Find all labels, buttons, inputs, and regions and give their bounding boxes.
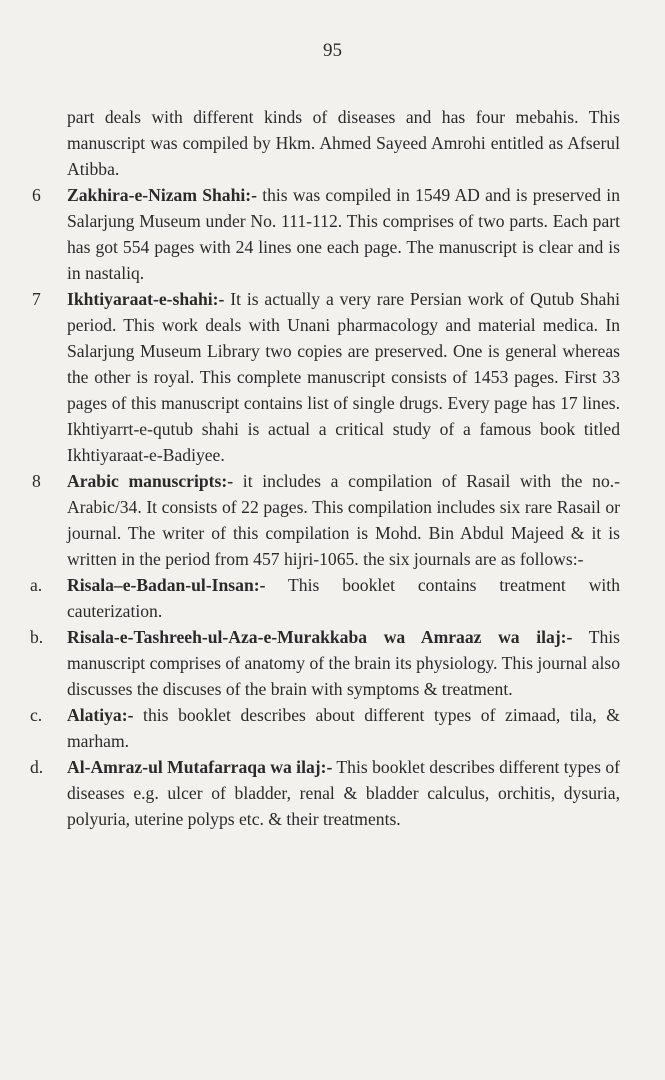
entry-title: Risala–e-Badan-ul-Insan:- [67, 575, 266, 595]
entry-marker: c. [30, 705, 43, 725]
entry-marker: 6 [32, 185, 41, 205]
entry-text: It is actually a very rare Persian work of Qutub Shahi period. This work deals with Unani pharmacology and material medica. In Salarjung Museum Library two copies are preserved. One is general whereas the other is royal. This complete manuscript consists of 1453 pages. First 33 pages of this manuscript contains list of single drugs. Every page has 17 lines. Ikhtiyarrt-e-qutub shahi is actual a critical study of a famous book titled Ikhtiyaraat-e-Badiyee. [67, 289, 620, 465]
entry-text: it includes a compilation of Rasail with the no.-Arabic/34. It consists of 22 pages. This compilation includes six rare Rasail or journal. The writer of this compilation is Mohd. Bin Abdul Majeed & it is written in the period from 457 hijri-1065. the six journals are as follows:- [67, 471, 620, 569]
entry-text: this was compiled in 1549 AD and is preserved in Salarjung Museum under No. 111-112. This comprises of two parts. Each part has got 554 pages with 24 lines one each page. The manuscript is clear and is in nastaliq. [67, 185, 620, 283]
entry-text: This booklet describes different types of diseases e.g. ulcer of bladder, renal & bladder calculus, orchitis, dysuria, polyuria, uterine polyps etc. & their treatments. [67, 757, 620, 829]
entry-title: Alatiya:- [67, 705, 134, 725]
entry-marker: 7 [32, 289, 41, 309]
entry-7 [30, 286, 620, 468]
entry-title: Ikhtiyaraat-e-shahi:- [67, 289, 225, 309]
entry-marker: d. [30, 757, 44, 777]
entry-marker: 8 [32, 471, 41, 491]
entry-8 [30, 468, 620, 572]
entry-text: this booklet describes about different types of zimaad, tila, & marham. [67, 705, 620, 751]
entry-text: This manuscript comprises of anatomy of the brain its physiology. This journal also discusses the discuses of the brain with symptoms & treatment. [67, 627, 620, 699]
entry-a [30, 572, 620, 624]
entry-title: Arabic manuscripts:- [67, 471, 234, 491]
entry-marker: b. [30, 627, 44, 647]
entry-c [30, 702, 620, 754]
intro-paragraph: part deals with different kinds of diseases and has four mebahis. This manuscript was compiled by Hkm. Ahmed Sayeed Amrohi entitled as Afserul Atibba. [67, 107, 620, 179]
page-number: 95 [323, 40, 342, 61]
entry-marker: a. [30, 575, 43, 595]
entry-text: This booklet contains treatment with cauterization. [67, 575, 620, 621]
entry-title: Al-Amraz-ul Mutafarraqa wa ilaj:- [67, 757, 333, 777]
page-body [30, 104, 620, 832]
entry-title: Risala-e-Tashreeh-ul-Aza-e-Murakkaba wa Amraaz wa ilaj:- [67, 627, 573, 647]
entry-b [30, 624, 620, 702]
entry-6 [30, 182, 620, 286]
entry-d [30, 754, 620, 832]
entry-title: Zakhira-e-Nizam Shahi:- [67, 185, 257, 205]
